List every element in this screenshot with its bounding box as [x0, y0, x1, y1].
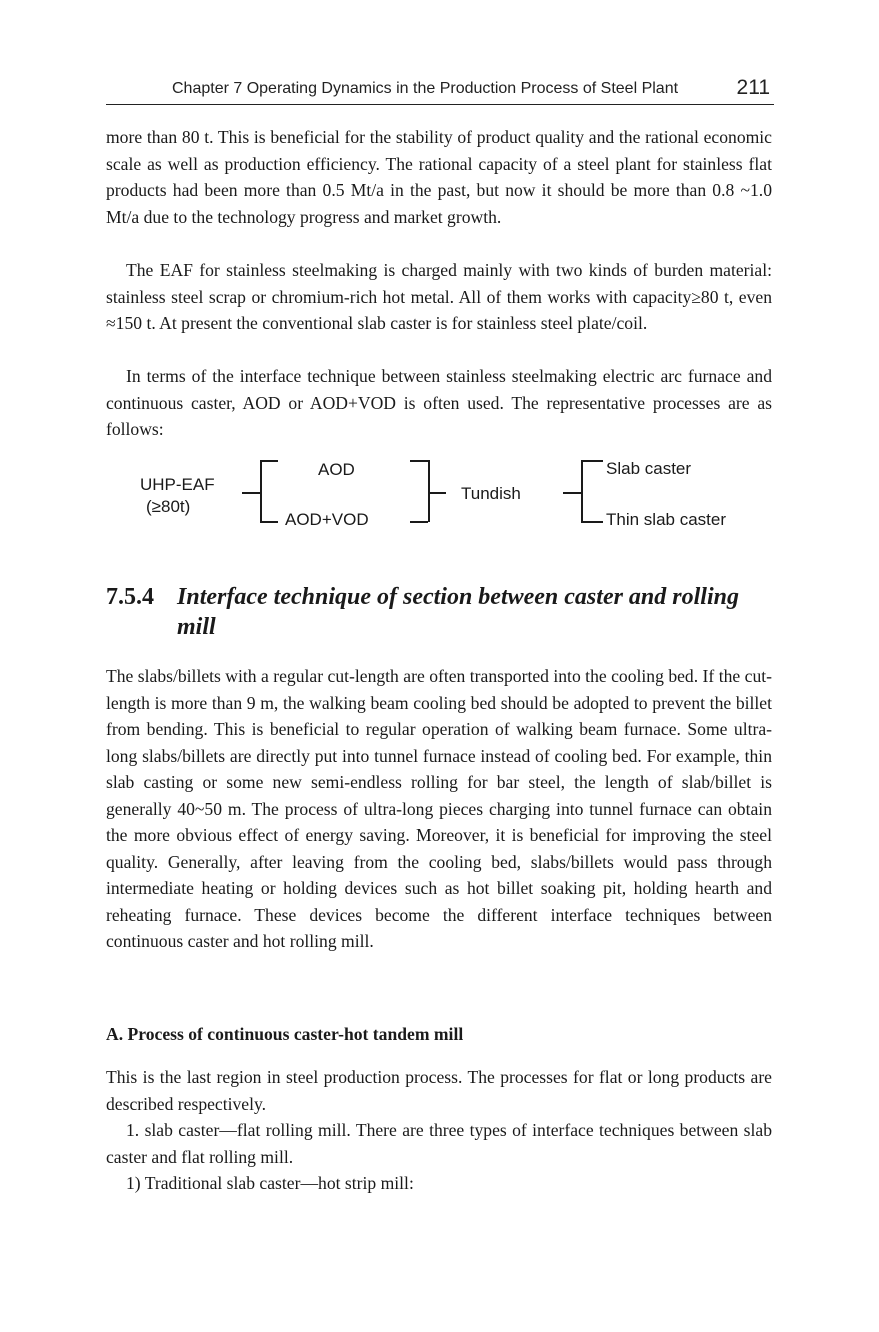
bracket-left: [260, 460, 262, 522]
paragraph-1: more than 80 t. This is beneficial for the stability of product quality and the rational economic scale as well as production efficiency. The rational capacity of a steel plant for stainless flat products had been more than 0.5 Mt/a in the past, but now it should be more than 0.8 ~1.0 Mt/a due to the technology progress and market growth.: [106, 127, 772, 227]
bracket-right-bottom: [581, 521, 603, 523]
bracket-left-bottom: [260, 521, 278, 523]
diagram-refining-bottom: AOD+VOD: [285, 510, 369, 529]
connector-line: [428, 492, 446, 494]
paragraph-2: The EAF for stainless steelmaking is charged mainly with two kinds of burden material: stainless steel scrap or chromium-rich hot metal. All of them works with capacity≥80 t, even ≈150 t. At present the conventional slab caster is for stainless steel plate/coil.: [106, 260, 772, 333]
diagram-caster-top: Slab caster: [606, 459, 692, 478]
diagram-refining-top: AOD: [318, 460, 355, 479]
paragraph-3: In terms of the interface technique between stainless steelmaking electric arc furnace and continuous caster, AOD or AOD+VOD is often used. The representative processes are as follows:: [106, 366, 772, 439]
running-header: [106, 76, 774, 105]
list-item-1-1: 1) Traditional slab caster—hot strip mill:: [126, 1173, 414, 1193]
bracket-right-top: [581, 460, 603, 462]
connector-line: [563, 492, 581, 494]
subsection-title: A. Process of continuous caster-hot tandem mill: [106, 1024, 464, 1044]
section-number: 7.5.4: [106, 584, 154, 610]
bracket-mid-bottom: [410, 521, 428, 523]
bracket-left-top: [260, 460, 278, 462]
section-title: Interface technique of section between caster and rolling mill: [177, 584, 739, 640]
diagram-caster-bottom: Thin slab caster: [606, 510, 726, 529]
diagram-source-capacity: (≥80t): [146, 497, 191, 516]
diagram-middle: Tundish: [461, 484, 521, 503]
process-flow-diagram: [140, 455, 760, 540]
bracket-mid: [428, 460, 430, 522]
page-number: 211: [736, 76, 770, 99]
bracket-mid-top: [410, 460, 428, 462]
bracket-right: [581, 460, 583, 522]
connector-line: [242, 492, 260, 494]
running-title: Chapter 7 Operating Dynamics in the Production Process of Steel Plant: [172, 80, 679, 97]
diagram-source: UHP-EAF: [140, 475, 215, 494]
list-item-1: 1. slab caster—flat rolling mill. There are three types of interface techniques between slab caster and flat rolling mill.: [106, 1120, 772, 1167]
subsection-paragraph: This is the last region in steel production process. The processes for flat or long products are described respectively.: [106, 1067, 772, 1114]
section-paragraph: The slabs/billets with a regular cut-length are often transported into the cooling bed. If the cut-length is more than 9 m, the walking beam cooling bed should be adopted to prevent the billet from bending. This is beneficial to regular operation of walking beam furnace. Some ultra-long slabs/billets are directly put into tunnel furnace instead of cooling bed. For example, thin slab casting or some new semi-endless rolling for bar steel, the length of slab/billet is generally 40~50 m. The process of ultra-long pieces charging into tunnel furnace can obtain the more obvious effect of energy saving. Moreover, it is beneficial for improving the steel quality. Generally, after leaving from the cooling bed, slabs/billets would pass through intermediate heating or holding devices such as hot billet soaking pit, holding hearth and reheating furnace. These devices become the different interface techniques between continuous caster and hot rolling mill.: [106, 666, 772, 951]
